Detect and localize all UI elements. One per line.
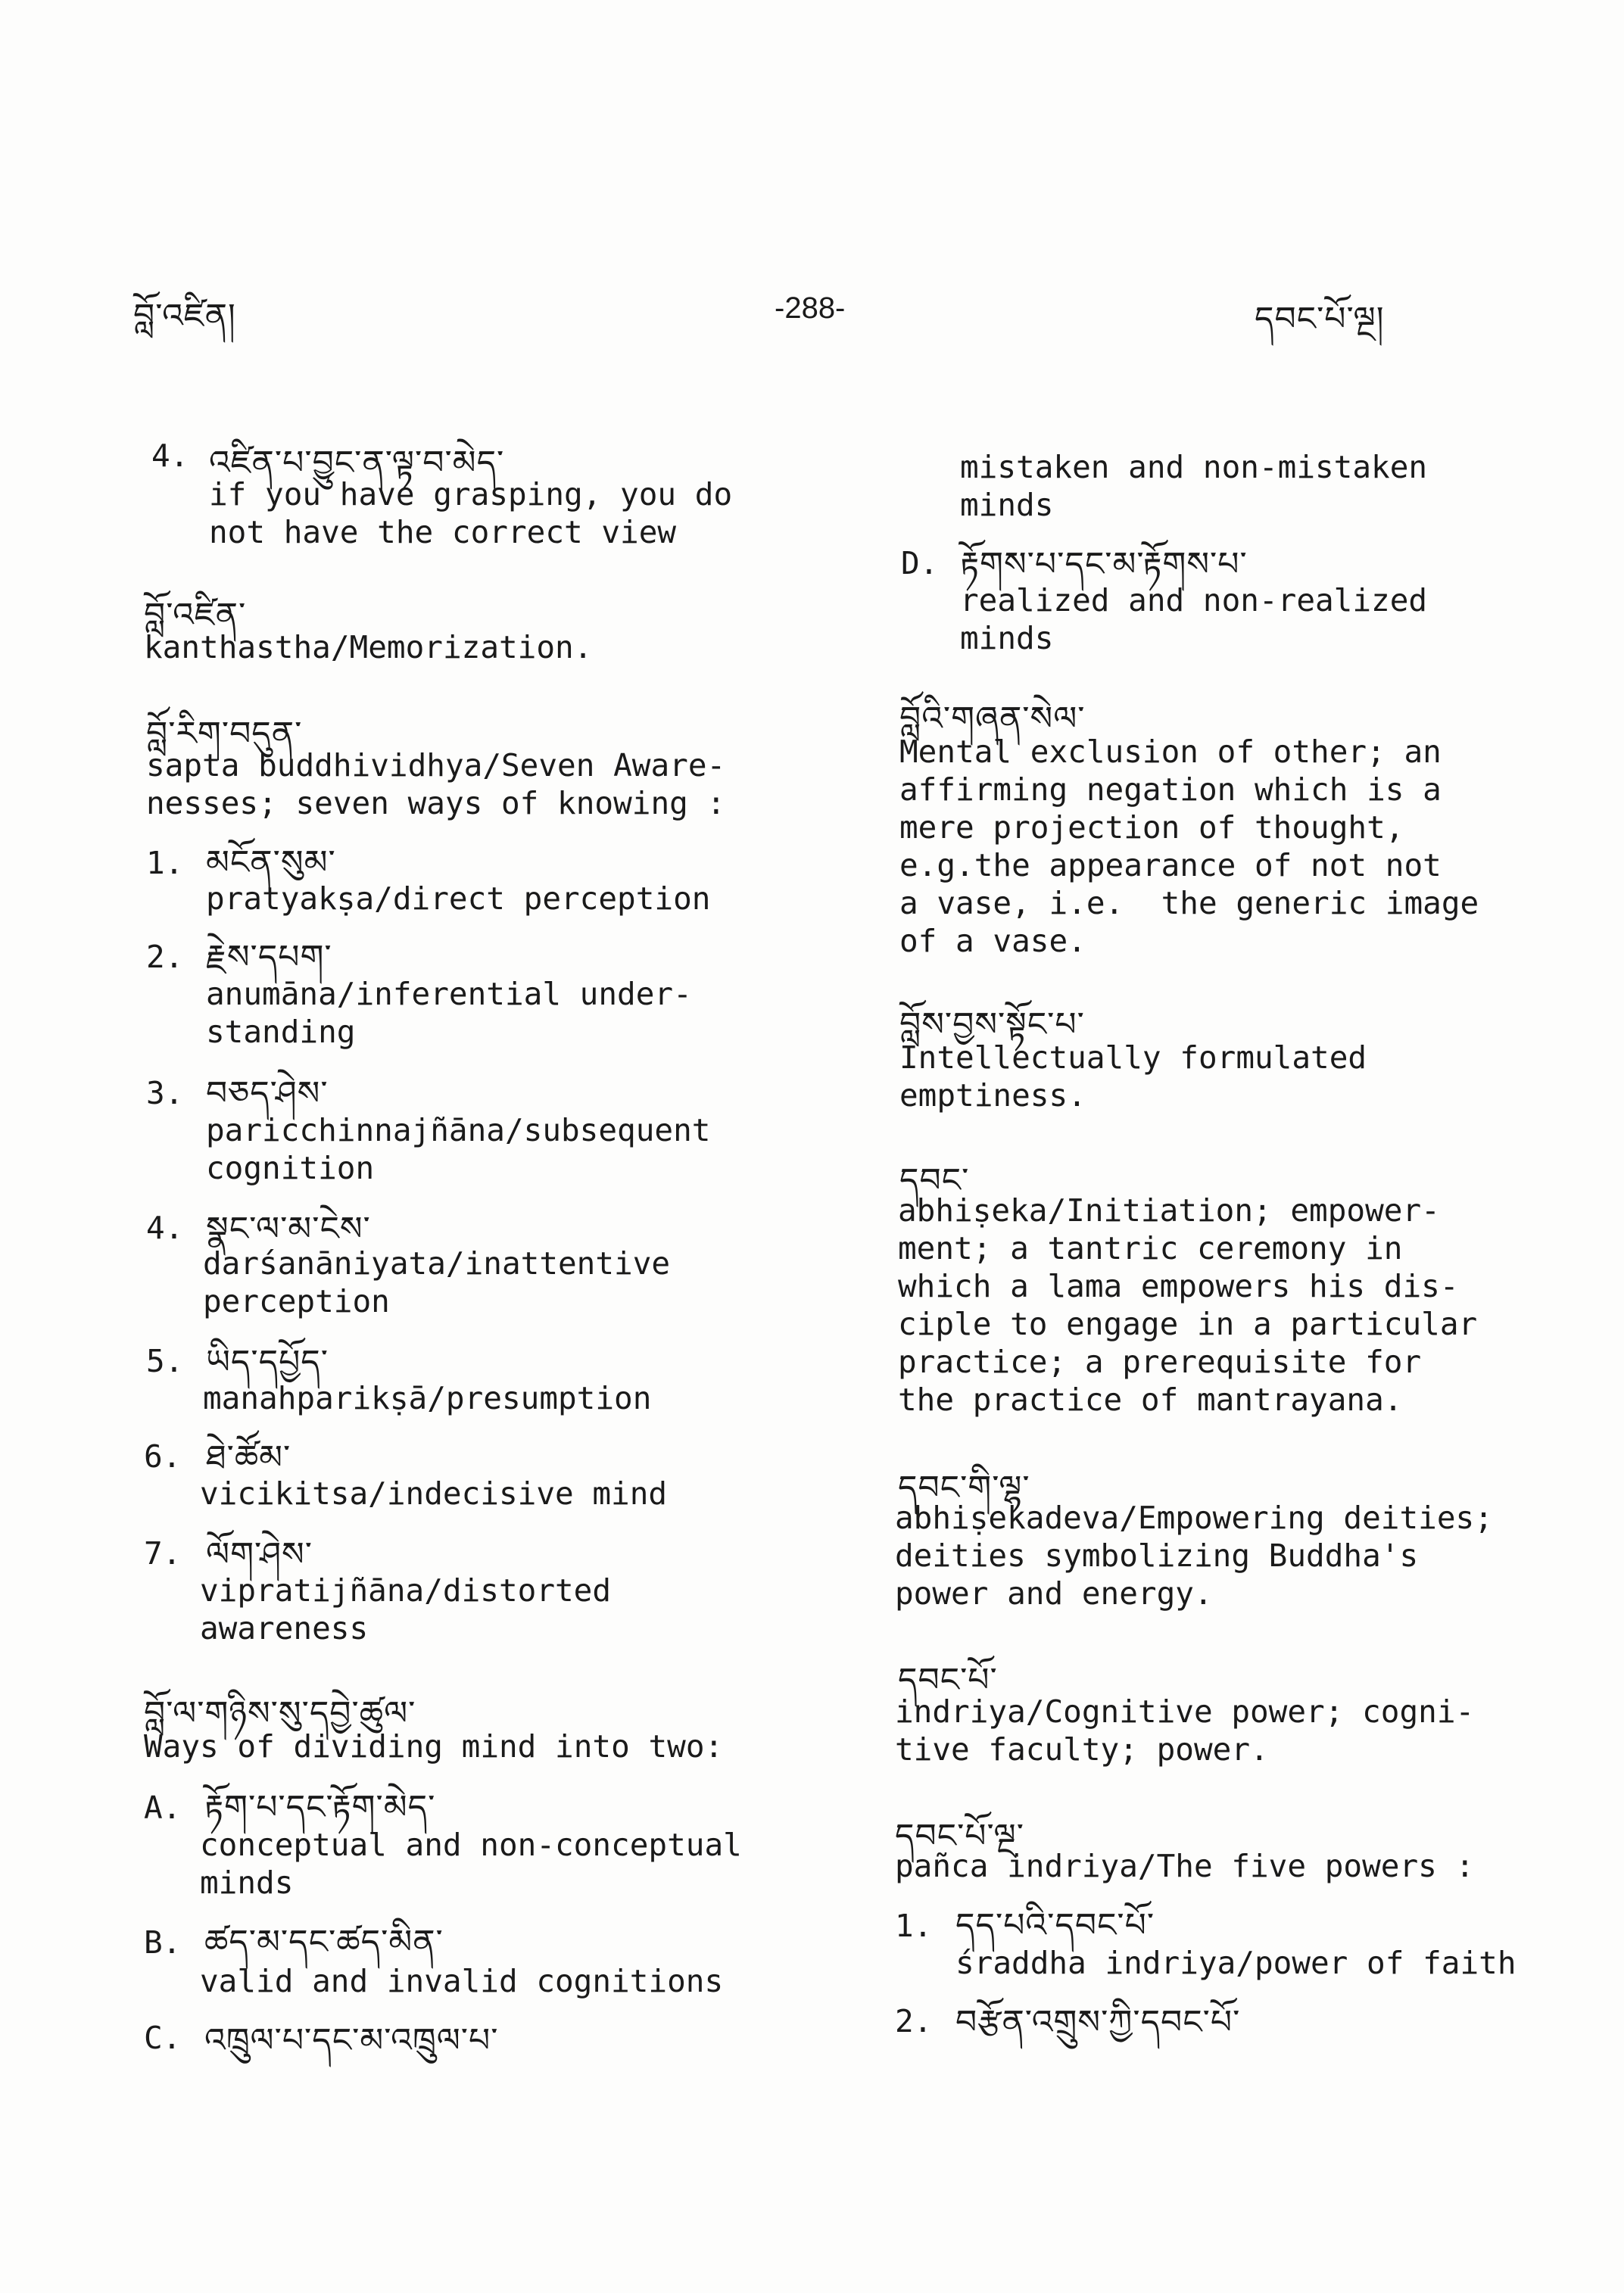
- definition-line: which a lama empowers his dis-: [898, 1268, 1459, 1304]
- entry-heading-tibetan: བློ་འཛིན་: [144, 596, 247, 634]
- tibetan-term: ལོག་ཤེས་: [206, 1535, 313, 1574]
- definition-line: mistaken and non-mistaken: [960, 449, 1428, 485]
- tibetan-term: མངོན་སུམ་: [206, 843, 336, 882]
- tibetan-term: འཁྲུལ་པ་དང་མ་འཁྲུལ་པ་: [204, 2021, 499, 2060]
- entry-heading-tibetan: དབང་གི་ལྷ་: [898, 1469, 1030, 1507]
- definition-line: not have the correct view: [209, 514, 677, 550]
- definition-line: affirming negation which is a: [899, 771, 1442, 808]
- definition-line: pratyakṣa/direct perception: [206, 880, 711, 917]
- definition-line: Ways of dividing mind into two:: [144, 1728, 724, 1765]
- list-letter: B.: [144, 1924, 182, 1961]
- definition-line: perception: [203, 1283, 390, 1319]
- entry-heading-tibetan: དབང་པོ་: [898, 1661, 998, 1699]
- definition-line: darśanāniyata/inattentive: [203, 1245, 671, 1282]
- tibetan-term: བརྩོན་འགྲུས་ཀྱི་དབང་པོ་: [955, 2003, 1241, 2042]
- entry-heading-tibetan: བློའི་གཞན་སེལ་: [899, 699, 1086, 738]
- tibetan-term: རྟོགས་པ་དང་མ་རྟོགས་པ་: [960, 545, 1248, 584]
- definition-line: vicikitsa/indecisive mind: [200, 1475, 668, 1512]
- definition-line: kanthastha/Memorization.: [144, 629, 593, 665]
- tibetan-term: རྟོག་པ་དང་རྟོག་མེད་: [204, 1788, 436, 1827]
- tibetan-term: ཚད་མ་དང་ཚད་མིན་: [204, 1923, 444, 1961]
- definition-line: deities symbolizing Buddha's: [895, 1537, 1419, 1574]
- tibetan-term: རྗེས་དཔག་: [206, 938, 332, 977]
- list-number: 2.: [146, 939, 184, 975]
- definition-line: standing: [206, 1014, 356, 1050]
- definition-line: Mental exclusion of other; an: [899, 734, 1442, 770]
- tibetan-term: ཐེ་ཚོམ་: [206, 1438, 291, 1477]
- definition-line: cognition: [206, 1150, 375, 1186]
- entry-heading-tibetan: བློས་བྱས་སྟོང་པ་: [899, 1005, 1085, 1044]
- definition-line: sapta buddhividhya/Seven Aware-: [146, 747, 726, 784]
- definition-line: practice; a prerequisite for: [898, 1344, 1422, 1380]
- tibetan-term: ཡིད་དཔྱོད་: [206, 1343, 329, 1382]
- definition-line: indriya/Cognitive power; cogni-: [895, 1693, 1475, 1730]
- list-number: 2.: [895, 2003, 933, 2039]
- definition-line: minds: [960, 487, 1054, 523]
- list-number: 7.: [144, 1535, 182, 1572]
- definition-line: mere projection of thought,: [899, 809, 1404, 846]
- entry-heading-tibetan: བློ་ལ་གཉིས་སུ་དབྱེ་ཚུལ་: [144, 1694, 416, 1733]
- entry-heading-tibetan: དབང་པོ་ལྔ་: [895, 1817, 1024, 1855]
- definition-line: emptiness.: [899, 1077, 1086, 1114]
- entry-heading-tibetan: དབང་: [899, 1161, 970, 1200]
- definition-line: minds: [200, 1865, 294, 1901]
- definition-line: conceptual and non-conceptual: [200, 1827, 742, 1863]
- header-right-title: དབང་པོ་ལྔ།: [1255, 300, 1385, 338]
- definition-line: paricchinnajñāna/subsequent: [206, 1112, 711, 1148]
- tibetan-term: འཛིན་པ་བྱུང་ན་ལྟ་བ་མེད་: [209, 444, 505, 482]
- definition-line: śraddha indriya/power of faith: [955, 1945, 1516, 1981]
- definition-line: realized and non-realized: [960, 582, 1428, 618]
- definition-line: pañca indriya/The five powers :: [895, 1848, 1475, 1884]
- list-number: 6.: [144, 1438, 182, 1475]
- definition-line: minds: [960, 620, 1054, 656]
- definition-line: a vase, i.e. the generic image: [899, 885, 1479, 921]
- definition-line: abhiṣekadeva/Empowering deities;: [895, 1500, 1493, 1536]
- definition-line: awareness: [200, 1610, 369, 1647]
- definition-line: e.g.the appearance of not not: [899, 847, 1442, 883]
- list-number: 1.: [146, 845, 184, 881]
- definition-line: anumāna/inferential under-: [206, 976, 692, 1012]
- definition-line: ciple to engage in a particular: [898, 1306, 1478, 1342]
- entry-heading-tibetan: བློ་རིག་བདུན་: [146, 715, 303, 753]
- list-letter: D.: [901, 545, 939, 581]
- list-letter: C.: [144, 2020, 182, 2056]
- list-number: 1.: [895, 1908, 933, 1944]
- definition-line: power and energy.: [895, 1575, 1213, 1612]
- definition-line: tive faculty; power.: [895, 1731, 1269, 1768]
- definition-line: if you have grasping, you do: [209, 476, 733, 512]
- header-left-title: བློ་འཛིན།: [133, 297, 236, 335]
- list-number: 3.: [146, 1075, 184, 1111]
- definition-line: ment; a tantric ceremony in: [898, 1230, 1403, 1266]
- tibetan-term: སྣང་ལ་མ་ངེས་: [206, 1210, 371, 1248]
- tibetan-term: དད་པའི་དབང་པོ་: [955, 1906, 1155, 1945]
- list-number: 4.: [146, 1210, 184, 1246]
- list-letter: A.: [144, 1790, 182, 1826]
- list-number: 4.: [151, 438, 189, 474]
- definition-line: manahparikṣā/presumption: [203, 1380, 652, 1416]
- definition-line: valid and invalid cognitions: [200, 1963, 724, 1999]
- definition-line: the practice of mantrayana.: [898, 1382, 1403, 1418]
- definition-line: nesses; seven ways of knowing :: [146, 785, 726, 821]
- tibetan-term: བཅད་ཤེས་: [206, 1074, 329, 1113]
- page-number: -288-: [775, 291, 846, 325]
- definition-line: vipratijñāna/distorted: [200, 1572, 612, 1609]
- definition-line: of a vase.: [899, 923, 1086, 959]
- definition-line: Intellectually formulated: [899, 1039, 1367, 1076]
- list-number: 5.: [146, 1343, 184, 1379]
- definition-line: abhiṣeka/Initiation; empower-: [898, 1192, 1440, 1229]
